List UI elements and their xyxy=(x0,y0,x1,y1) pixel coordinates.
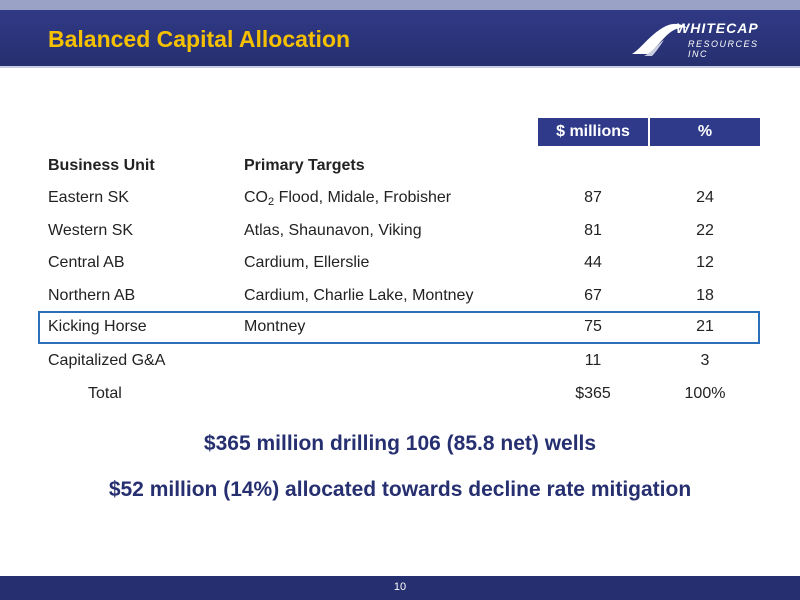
primary-targets-cell: $CO_2$ Flood, Midale, Frobisher xyxy=(244,188,452,208)
header-bar xyxy=(0,10,800,66)
business-unit-cell: Eastern SK xyxy=(48,189,129,206)
total-label: Total xyxy=(88,385,122,402)
table-row xyxy=(48,281,760,311)
business-unit-cell: Capitalized G&A xyxy=(48,352,166,369)
total-percent: 100% xyxy=(684,385,726,402)
business-unit-cell: Kicking Horse xyxy=(48,318,147,335)
table-row xyxy=(48,216,760,246)
summary-statement-drilling: $365 million drilling 106 (85.8 net) wells xyxy=(203,432,597,455)
summary-statement-decline: $52 million (14%) allocated towards decline rate mitigation xyxy=(108,478,692,501)
primary-targets-cell: Cardium, Charlie Lake, Montney xyxy=(244,287,474,304)
primary-targets-cell: Montney xyxy=(244,318,306,335)
millions-cell: 81 xyxy=(584,222,602,239)
column-header-millions: $ millions xyxy=(538,118,648,146)
millions-cell: 67 xyxy=(584,287,602,304)
company-logo xyxy=(630,14,770,62)
percent-cell: 24 xyxy=(696,189,714,206)
percent-cell: 12 xyxy=(696,254,714,271)
primary-targets-cell: Cardium, Ellerslie xyxy=(244,254,370,271)
header-divider xyxy=(0,66,800,68)
percent-cell: 22 xyxy=(696,222,714,239)
millions-cell: 75 xyxy=(584,318,602,335)
total-millions: $365 xyxy=(575,385,611,402)
business-unit-cell: Western SK xyxy=(48,222,134,239)
logo-subtitle: RESOURCES INC xyxy=(688,39,759,59)
page-number: 10 xyxy=(393,581,407,593)
percent-cell: 3 xyxy=(700,352,710,369)
millions-cell: 44 xyxy=(584,254,602,271)
column-header-business-unit: Business Unit xyxy=(48,157,155,174)
slide-title: Balanced Capital Allocation xyxy=(48,26,351,52)
table-row xyxy=(48,346,760,376)
percent-cell: 18 xyxy=(696,287,714,304)
table-row-highlighted xyxy=(48,312,760,342)
logo-name: WHITECAP xyxy=(676,20,759,36)
percent-cell: 21 xyxy=(696,318,714,335)
column-header-percent: % xyxy=(650,118,760,146)
table-row xyxy=(48,248,760,278)
column-header-primary-targets: Primary Targets xyxy=(244,157,365,174)
primary-targets-cell: Atlas, Shaunavon, Viking xyxy=(244,222,422,239)
business-unit-cell: Northern AB xyxy=(48,287,136,304)
top-accent-strip xyxy=(0,0,800,10)
table-row xyxy=(48,183,760,213)
millions-cell: 87 xyxy=(584,189,602,206)
business-unit-cell: Central AB xyxy=(48,254,125,271)
table-header-row xyxy=(48,151,760,181)
table-total-row xyxy=(48,379,760,409)
millions-cell: 11 xyxy=(584,352,602,369)
